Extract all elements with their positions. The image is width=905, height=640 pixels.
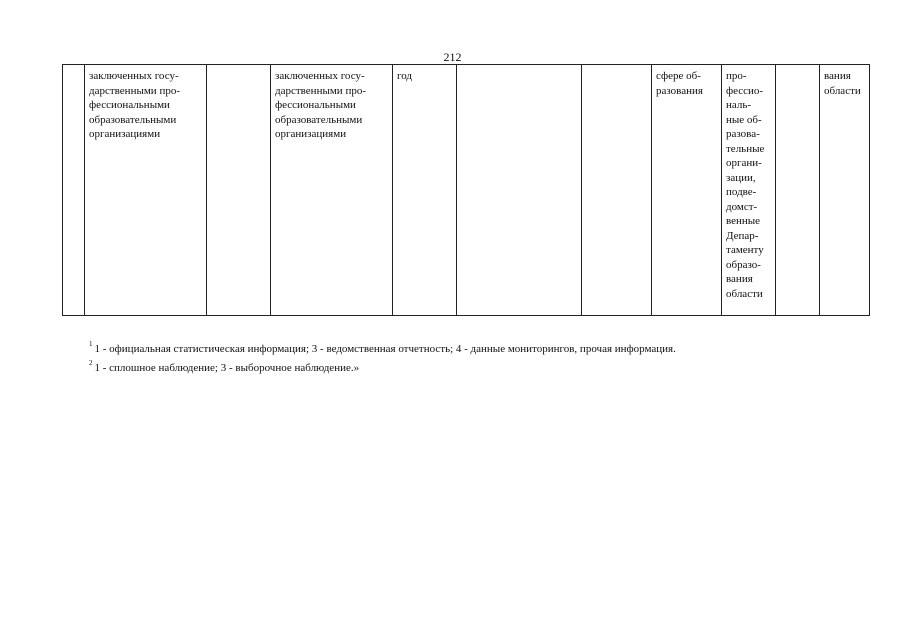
- cell-line: тельные: [726, 142, 765, 155]
- footnote-text: 1 - официальная статистическая информация; 3 - ведомственная отчетность; 4 - данные мониторингов, прочая информация.: [94, 343, 676, 355]
- cell-line: разова-: [726, 128, 760, 140]
- cell-line: венные: [726, 215, 761, 227]
- cell-line: ные об-: [726, 113, 762, 126]
- cell-line: фессиональными: [89, 99, 170, 111]
- cell-line: органи-: [726, 157, 762, 169]
- cell-line: области: [824, 84, 861, 97]
- cell-line: вания: [726, 273, 753, 285]
- cell-line: разования: [656, 84, 703, 97]
- cell-line: наль-: [726, 99, 752, 111]
- cell-line: Депар-: [726, 229, 759, 242]
- cell-line: дарственными про-: [275, 84, 366, 97]
- cell-line: образовательными: [89, 113, 177, 126]
- table-cell: [820, 65, 870, 316]
- cell-line: фессио-: [726, 84, 764, 97]
- footnotes: [89, 337, 676, 375]
- table-cell: [85, 65, 207, 316]
- cell-line: зации,: [726, 171, 756, 184]
- data-table: [62, 64, 870, 316]
- table-cell: [393, 65, 457, 316]
- footnote-mark: 2: [89, 359, 93, 367]
- footnote-text: 1 - сплошное наблюдение; 3 - выборочное наблюдение.»: [94, 362, 360, 374]
- footnote: [89, 356, 676, 375]
- table-cell: [271, 65, 393, 316]
- footnote-mark: 1: [89, 340, 93, 348]
- cell-line: области: [726, 287, 763, 300]
- cell-line: организациями: [275, 128, 347, 140]
- cell-line: заключенных госу-: [275, 70, 365, 82]
- cell-line: таменту: [726, 244, 764, 256]
- footnote: [89, 337, 676, 356]
- cell-line: подве-: [726, 186, 757, 198]
- cell-line: фессиональными: [275, 99, 356, 111]
- table-cell: [652, 65, 722, 316]
- cell-line: дарственными про-: [89, 84, 180, 97]
- cell-line: образовательными: [275, 113, 363, 126]
- table-cell: [457, 65, 582, 316]
- table-cell: [582, 65, 652, 316]
- cell-line: год: [397, 70, 413, 82]
- page-number: 212: [443, 50, 462, 64]
- table-cell: [207, 65, 271, 316]
- cell-line: организациями: [89, 128, 161, 140]
- table-cell: [722, 65, 776, 316]
- cell-line: сфере об-: [656, 70, 701, 82]
- table-cell: [776, 65, 820, 316]
- table-cell: [63, 65, 85, 316]
- cell-line: про-: [726, 70, 747, 82]
- table-row: [63, 65, 870, 316]
- cell-line: домст-: [726, 200, 758, 213]
- cell-line: образо-: [726, 258, 761, 271]
- cell-line: вания: [824, 70, 851, 82]
- cell-line: заключенных госу-: [89, 70, 179, 82]
